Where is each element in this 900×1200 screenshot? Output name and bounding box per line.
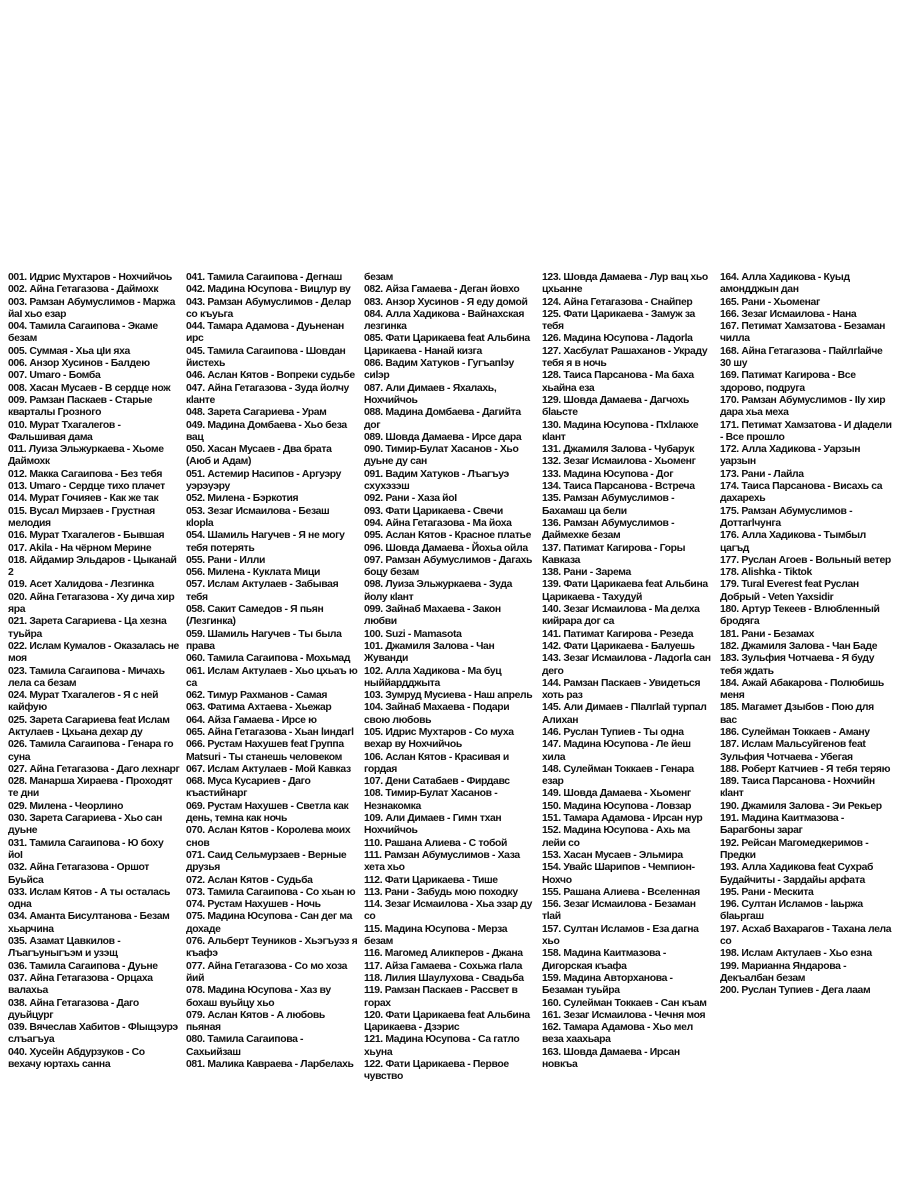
track-entry: 145. Али Димаев - ПIалгIай турпал Алихан xyxy=(542,702,707,726)
track-entry: 192. Рейсан Магомедкеримов - Предки xyxy=(720,837,869,861)
track-entry: 005. Суммая - Хьа цIи яха xyxy=(8,345,130,357)
track-entry: 181. Рани - Безамах xyxy=(720,628,815,640)
track-entry: 064. Айза Гамаева - Ирсе ю xyxy=(186,714,317,726)
track-entry: 167. Петимат Хамзатова - Безаман чилла xyxy=(720,321,886,345)
track-entry: 066. Рустам Нахушев feat Группа Matsuri - Ты станешь человеком xyxy=(186,739,344,763)
track-entry: 042. Мадина Юсупова - Вицлур ву xyxy=(186,284,351,296)
track-entry: 180. Артур Текеев - Влюбленный бродяга xyxy=(720,604,880,628)
track-entry: 047. Айна Гетагазова - Зуда йолчу кlанте xyxy=(186,382,349,406)
track-entry: 128. Таиса Парсанова - Ма баха хьайна еза xyxy=(542,370,694,394)
track-entry: 048. Зарета Сагариева - Урам xyxy=(186,407,327,419)
track-entry: 060. Тамила Сагаипова - Мохьмад xyxy=(186,653,351,665)
track-entry: 018. Айдамир Эльдаров - Цыканай 2 xyxy=(8,554,177,579)
track-entry: 065. Айна Гетагазова - Хьан lиндагl xyxy=(186,726,354,738)
track-entry: 101. Джамиля Залова - Чан Жуванди xyxy=(364,640,495,665)
track-entry: 183. Зульфия Чотчаева - Я буду тебя ждать xyxy=(720,653,875,677)
track-column xyxy=(364,272,536,1083)
track-entry: 146. Руслан Тупиев - Ты одна xyxy=(542,726,684,738)
track-entry: 028. Манарша Хираева - Проходят те дни xyxy=(8,776,173,800)
track-entry: 017. Akila - На чёрном Мерине xyxy=(8,542,152,554)
track-entry: 082. Айза Гамаева - Деган йовхо xyxy=(364,284,520,296)
track-entry: 035. Азамат Цавкилов - Лъагъуныгъэм и узэщ xyxy=(8,936,121,960)
track-entry: 151. Тамара Адамова - Ирсан нур xyxy=(542,813,703,825)
track-entry: 024. Мурат Тхагалегов - Я с ней кайфую xyxy=(8,690,159,714)
track-entry: 010. Мурат Тхагалегов - Фальшивая дама xyxy=(8,419,121,443)
track-entry: 097. Рамзан Абумуслимов - Дагахь боцу безам xyxy=(364,554,533,579)
track-entry: 084. Алла Хадикова - Вайнахская лезгинка xyxy=(364,308,525,333)
track-entry: 108. Тимир-Булат Хасанов - Незнакомка xyxy=(364,788,498,812)
track-entry: 032. Айна Гетагазова - Оршот Буьйса xyxy=(8,862,150,886)
track-entry: 106. Аслан Кятов - Красивая и гордая xyxy=(364,751,509,775)
track-entry: 033. Ислам Кятов - А ты осталась одна xyxy=(8,886,171,911)
track-entry: 170. Рамзан Абумуслимов - IIу хир дара хьа меха xyxy=(720,394,886,419)
track-entry: 138. Рани - Зарема xyxy=(542,567,631,579)
track-entry: 031. Тамила Сагаипова - Ю боху йоI xyxy=(8,837,164,861)
track-entry: 186. Сулейман Токкаев - Аману xyxy=(720,726,870,738)
track-entry: 001. Идрис Мухтаров - Нохчийчоь xyxy=(8,272,172,283)
track-entry: 008. Хасан Мусаев - В сердце нож xyxy=(8,382,171,394)
track-entry: 020. Айна Гетагазова - Ху дича хир яра xyxy=(8,591,175,616)
track-entry: 120. Фати Царикаева feat Альбина Царикаева - Дзэрис xyxy=(364,1009,530,1034)
track-entry: 150. Мадина Юсупова - Ловзар xyxy=(542,800,692,812)
track-entry: 036. Тамила Сагаипова - Дуьне xyxy=(8,960,158,972)
track-entry: 071. Саид Сельмурзаев - Верные друзья xyxy=(186,849,347,874)
track-entry: 163. Шовда Дамаева - Ирсан новкъа xyxy=(542,1046,680,1070)
track-entry: 142. Фати Царикаева - Балуешь xyxy=(542,640,695,652)
track-entry: 041. Тамила Сагаипова - Дегнаш xyxy=(186,272,342,283)
track-entry: 077. Айна Гетагазова - Со мо хоза йий xyxy=(186,960,348,984)
track-entry: 119. Рамзан Паскаев - Рассвет в горах xyxy=(364,985,518,1009)
track-entry: 050. Хасан Мусаев - Два брата (Аюб и Адам) xyxy=(186,444,332,468)
track-entry: 070. Аслан Кятов - Королева моих снов xyxy=(186,825,351,849)
track-entry: 156. Зезаг Исмаилова - Безаман тlай xyxy=(542,899,696,923)
track-entry: 045. Тамила Сагаипова - Шовдан йистехь xyxy=(186,345,346,370)
track-entry: 139. Фати Царикаева feat Альбина Царикаева - Тахудуй xyxy=(542,579,708,603)
track-entry: 187. Ислам Мальсуйгенов feat Зульфия Чотчаева - Убегая xyxy=(720,739,866,763)
track-entry: 149. Шовда Дамаева - Хьоменг xyxy=(542,788,691,800)
track-entry: 107. Дени Сатабаев - Фирдавс xyxy=(364,776,510,788)
track-entry: 015. Вусал Мирзаев - Грустная мелодия xyxy=(8,505,155,529)
track-entry: 175. Рамзан Абумуслимов - Доттагlчунга xyxy=(720,505,853,529)
track-entry: 043. Рамзан Абумуслимов - Делар со къуьга xyxy=(186,296,352,320)
track-entry: 102. Алла Хадикова - Ма буц ныййардджыта xyxy=(364,665,502,689)
track-entry: 185. Магамет Дзыбов - Пою для вас xyxy=(720,702,874,726)
track-list-sheet xyxy=(8,272,894,1083)
track-entry: 173. Рани - Лайла xyxy=(720,468,804,480)
track-entry: 054. Шамиль Нагучев - Я не могу тебя потерять xyxy=(186,530,345,554)
track-entry: 026. Тамила Сагаипова - Генара го суна xyxy=(8,739,174,763)
track-entry: 085. Фати Царикаева feat Альбина Царикаева - Нанай кизга xyxy=(364,333,530,357)
track-entry: 161. Зезаг Исмаилова - Чечня моя xyxy=(542,1009,706,1021)
track-entry: 011. Луиза Эльжуркаева - Хьоме Даймохк xyxy=(8,444,164,468)
track-entry: 193. Алла Хадикова feat Сухраб Будайчиты - Зардайы арфата xyxy=(720,862,874,886)
track-entry: 073. Тамила Сагаипова - Со хьан ю xyxy=(186,886,356,898)
track-entry: 094. Айна Гетагазова - Ма йоха xyxy=(364,517,512,529)
track-entry: 153. Хасан Мусаев - Эльмира xyxy=(542,849,683,861)
track-entry: 184. Ажай Абакарова - Полюбишь меня xyxy=(720,677,884,702)
track-entry: 056. Милена - Куклата Мици xyxy=(186,567,320,579)
track-entry: 068. Муса Кусариев - Даго къастийнарг xyxy=(186,776,311,800)
track-entry: 051. Астемир Насипов - Аргуэру уэрэуэру xyxy=(186,468,342,493)
track-entry: 025. Зарета Сагариева feat Ислам Актулаев - Цхьана дехар ду xyxy=(8,714,170,738)
track-entry: 122. Фати Царикаева - Первое чувство xyxy=(364,1059,509,1083)
track-entry: 002. Айна Гетагазова - Даймохк xyxy=(8,284,159,296)
track-entry: 109. Али Димаев - Гимн тхан Нохчийчоь xyxy=(364,813,502,837)
track-entry: 091. Вадим Хатуков - Лъагъуэ схухэзэш xyxy=(364,468,509,493)
track-entry: 088. Мадина Домбаева - Дагийта дог xyxy=(364,407,521,431)
track-entry: 127. Хасбулат Рашаханов - Украду тебя я в ночь xyxy=(542,345,708,370)
track-entry: 131. Джамиля Залова - Чубарук xyxy=(542,444,695,456)
track-entry: 176. Алла Хадикова - Тымбыл цагъд xyxy=(720,530,866,554)
track-entry: 059. Шамиль Нагучев - Ты была права xyxy=(186,628,342,652)
track-entry: 159. Мадина Авторханова - Безаман туьйра xyxy=(542,972,673,997)
track-entry: 191. Мадина Каитмазова - Барагбоны зараг xyxy=(720,813,845,837)
track-entry: 190. Джамиля Залова - Эи Рекьер xyxy=(720,800,882,812)
track-entry: 023. Тамила Сагаипова - Мичахь лела са безам xyxy=(8,665,165,689)
track-entry: 080. Тамила Сагаипова - Сахьийзаш xyxy=(186,1034,304,1058)
track-entry: 188. Роберт Катчиев - Я тебя теряю xyxy=(720,763,891,775)
track-entry: 081. Малика Кавраева - Ларбелахь xyxy=(186,1059,354,1070)
track-entry: 006. Анзор Хусинов - Балдею xyxy=(8,358,150,370)
track-entry: 046. Аслан Кятов - Вопреки судьбе xyxy=(186,370,355,382)
track-entry: 121. Мадина Юсупова - Са гатло хьуна xyxy=(364,1034,520,1058)
track-entry: 009. Рамзан Паскаев - Старые кварталы Грозного xyxy=(8,394,153,419)
track-entry: 074. Рустам Нахушев - Ночь xyxy=(186,899,321,911)
track-entry: 099. Зайнаб Махаева - Закон любви xyxy=(364,604,501,628)
track-entry: 019. Асет Халидова - Лезгинка xyxy=(8,579,154,591)
track-entry: 134. Таиса Парсанова - Встреча xyxy=(542,481,695,493)
track-entry: 013. Umaro - Сердце тихо плачет xyxy=(8,481,165,493)
track-column xyxy=(8,272,180,1070)
track-entry: 117. Айза Гамаева - Сохьжа гIала xyxy=(364,960,523,972)
track-entry: 111. Рамзан Абумуслимов - Хаза хета хьо xyxy=(364,849,520,874)
track-entry: 012. Макка Сагаипова - Без тебя xyxy=(8,468,163,480)
track-entry: 130. Мадина Юсупова - Пхlлакхе кlант xyxy=(542,419,699,443)
track-entry: 164. Алла Хадикова - Куыд амондджын дан xyxy=(720,272,850,296)
track-entry: 044. Тамара Адамова - Дуьненан ирс xyxy=(186,321,344,345)
track-entry: 129. Шовда Дамаева - Дагчохь бlаьсте xyxy=(542,394,690,419)
track-entry: 038. Айна Гетагазова - Даго дуьйцург xyxy=(8,997,139,1021)
track-entry: 115. Мадина Юсупова - Мерза безам xyxy=(364,923,508,948)
track-entry: 174. Таиса Парсанова - Висахь са дахарехь xyxy=(720,481,883,505)
track-entry: 078. Мадина Юсупова - Хаз ву бохаш вуьйцу хьо xyxy=(186,985,331,1009)
track-entry: 096. Шовда Дамаева - Йохьа ойла xyxy=(364,542,528,554)
track-entry: 029. Милена - Чеорлино xyxy=(8,800,124,812)
track-entry: 118. Лилия Шаулухова - Свадьба xyxy=(364,972,524,984)
track-entry: 100. Suzi - Mamasota xyxy=(364,628,462,640)
track-entry: 177. Руслан Агоев - Вольный ветер xyxy=(720,554,891,566)
track-entry: 172. Алла Хадикова - Уарзын уарзын xyxy=(720,444,861,468)
track-entry: 069. Рустам Нахушев - Светла как день, темна как ночь xyxy=(186,800,349,825)
track-entry: 049. Мадина Домбаева - Хьо беза вац xyxy=(186,419,347,443)
track-entry: 087. Али Димаев - Яхалахь, Нохчийчоь xyxy=(364,382,497,406)
track-entry: 113. Рани - Забудь мою походку xyxy=(364,886,518,898)
track-entry: 124. Айна Гетагазова - Снайпер xyxy=(542,296,693,308)
track-entry: 061. Ислам Актулаев - Хьо цхьаъ ю са xyxy=(186,665,358,689)
track-entry: 197. Асхаб Вахарагов - Тахана лела со xyxy=(720,923,892,948)
track-entry: 126. Мадина Юсупова - Ладоrlа xyxy=(542,333,693,345)
track-entry: 083. Анзор Хусинов - Я еду домой xyxy=(364,296,528,308)
track-entry: 030. Зарета Сагариева - Хьо сан дуьне xyxy=(8,813,163,837)
track-entry: 141. Патимат Кагирова - Резеда xyxy=(542,628,694,640)
track-entry: 052. Милена - Бэркотия xyxy=(186,493,299,505)
track-entry: 007. Umaro - Бомба xyxy=(8,370,101,382)
track-entry: 086. Вадим Хатуков - Гугъапlэу сиlэр xyxy=(364,358,514,382)
track-entry: 157. Султан Исламов - Еза дагна хьо xyxy=(542,923,699,948)
track-entry: 004. Тамила Сагаипова - Экаме безам xyxy=(8,321,158,345)
track-entry: 110. Рашана Алиева - С тобой xyxy=(364,837,508,849)
track-entry: 037. Айна Гетагазова - Орцаха валахьа xyxy=(8,972,153,997)
track-entry: 057. Ислам Актулаев - Забывая тебя xyxy=(186,579,339,603)
track-entry: 014. Мурат Гочияев - Как же так xyxy=(8,493,159,505)
track-entry: 105. Идрис Мухтаров - Со муха вехар ву Нохчийчоь xyxy=(364,726,514,751)
track-entry: 112. Фати Царикаева - Тише xyxy=(364,874,498,886)
track-entry: 027. Айна Гетагазова - Даго лехнарг xyxy=(8,763,180,775)
track-entry: 136. Рамзан Абумуслимов - Даймехке безам xyxy=(542,517,675,542)
track-entry: 114. Зезаг Исмаилова - Хьа эзар ду со xyxy=(364,899,533,923)
track-entry: 154. Увайс Шарипов - Чемпион-Нохчо xyxy=(542,862,695,886)
track-entry: 162. Тамара Адамова - Хьо мел веза хаахьара xyxy=(542,1022,693,1046)
track-entry: 182. Джамиля Залова - Чан Баде xyxy=(720,640,878,652)
track-entry: 144. Рамзан Паскаев - Увидеться хоть раз xyxy=(542,677,701,702)
track-entry: 104. Зайнаб Махаева - Подари свою любовь xyxy=(364,702,510,726)
track-entry: 155. Рашана Алиева - Вселенная xyxy=(542,886,700,898)
track-entry: 016. Мурат Тхагалегов - Бывшая xyxy=(8,530,165,542)
track-entry: 072. Аслан Кятов - Судьба xyxy=(186,874,313,886)
track-entry: 123. Шовда Дамаева - Лур вац хьо цхьанне xyxy=(542,272,708,296)
track-entry: 166. Зезаг Исмаилова - Нана xyxy=(720,308,857,320)
track-entry: 022. Ислам Кумалов - Оказалась не моя xyxy=(8,640,179,665)
track-column xyxy=(720,272,892,997)
track-entry: 137. Патимат Кагирова - Горы Кавказа xyxy=(542,542,686,566)
track-entry: 140. Зезаг Исмаилова - Ма делха кийрара дог са xyxy=(542,604,700,628)
track-entry: 148. Сулейман Токкаев - Генара езар xyxy=(542,763,694,788)
track-entry: 079. Аслан Кятов - А любовь пьяная xyxy=(186,1009,325,1034)
track-entry: 195. Рани - Мескита xyxy=(720,886,814,898)
track-entry: 039. Вячеслав Хабитов - Фlыщэурэ слъагъуа xyxy=(8,1022,178,1046)
track-entry: 075. Мадина Юсупова - Сан дег ма дохаде xyxy=(186,911,353,935)
track-entry: 133. Мадина Юсупова - Дог xyxy=(542,468,674,480)
track-entry: 098. Луиза Эльжуркаева - Зуда йолу кlант xyxy=(364,579,513,603)
track-entry: 095. Аслан Кятов - Красное платье xyxy=(364,530,532,542)
track-entry: 135. Рамзан Абумуслимов - Бахамаш ца бели xyxy=(542,493,675,517)
track-entry: 158. Мадина Каитмазова - Дигорская къафа xyxy=(542,948,667,972)
track-entry: 090. Тимир-Булат Хасанов - Хьо дуьне ду сан xyxy=(364,444,519,468)
track-entry: 178. Alishka - Tiktok xyxy=(720,567,812,579)
track-entry: 132. Зезаг Исмаилова - Хьоменг xyxy=(542,456,696,468)
track-entry: 160. Сулейман Токкаев - Сан къам xyxy=(542,997,707,1009)
track-entry: 089. Шовда Дамаева - Ирсе дара xyxy=(364,431,522,443)
track-entry: 092. Рани - Хаза йоI xyxy=(364,493,457,505)
track-entry: 021. Зарета Сагариева - Ца хезна туьйра xyxy=(8,616,167,640)
track-entry: 076. Альберт Теуников - Хьэгъуэз я къафэ xyxy=(186,936,358,960)
track-entry: 196. Султан Исламов - lаьржа бlаьргаш xyxy=(720,899,863,923)
track-entry: 200. Руслан Тупиев - Дега лаам xyxy=(720,985,871,997)
track-entry: 055. Рани - Илли xyxy=(186,554,266,566)
track-entry: 179. Tural Everest feat Руслан Добрый - Veten Yaxsidir xyxy=(720,579,859,603)
track-column xyxy=(186,272,358,1070)
track-entry: 199. Марианна Яндарова - Декъалбан безам xyxy=(720,960,847,984)
track-entry: безам xyxy=(364,272,393,283)
track-entry: 143. Зезаг Исмаилова - Ладогlа сан дего xyxy=(542,653,711,677)
track-entry: 040. Хусейн Абдурзуков - Со вехачу юртахь санна xyxy=(8,1046,145,1070)
track-entry: 058. Сакит Самедов - Я пьян (Лезгинка) xyxy=(186,604,324,628)
track-entry: 171. Петимат Хамзатова - И дIадели - Все прошло xyxy=(720,419,892,443)
track-entry: 168. Айна Гетагазова - Пайлгlайче 30 шу xyxy=(720,345,883,370)
track-entry: 125. Фати Царикаева - Замуж за тебя xyxy=(542,308,695,333)
track-entry: 062. Тимур Рахманов - Самая xyxy=(186,690,328,702)
track-entry: 003. Рамзан Абумуслимов - Маржа йаI хьо езар xyxy=(8,296,176,320)
track-entry: 063. Фатима Ахтаева - Хьежар xyxy=(186,702,332,714)
track-entry: 169. Патимат Кагирова - Все здорово, подруга xyxy=(720,370,856,394)
track-entry: 053. Зезаг Исмаилова - Безаш кlорlа xyxy=(186,505,330,529)
track-entry: 189. Таиса Парсанова - Нохчийн кlант xyxy=(720,776,875,800)
track-entry: 147. Мадина Юсупова - Ле йеш хила xyxy=(542,739,691,763)
track-entry: 198. Ислам Актулаев - Хьо езна xyxy=(720,948,872,960)
track-entry: 152. Мадина Юсупова - Ахь ма лейи со xyxy=(542,825,690,849)
track-entry: 067. Ислам Актулаев - Мой Кавказ xyxy=(186,763,351,775)
track-entry: 103. Зумруд Мусиева - Наш апрель xyxy=(364,690,533,702)
track-entry: 165. Рани - Хьоменаг xyxy=(720,296,820,308)
track-entry: 034. Аманта Бисултанова - Безам хьарчина xyxy=(8,911,170,935)
track-entry: 116. Магомед Аликперов - Джана xyxy=(364,948,523,960)
track-column xyxy=(542,272,714,1070)
track-entry: 093. Фати Царикаева - Свечи xyxy=(364,505,503,517)
